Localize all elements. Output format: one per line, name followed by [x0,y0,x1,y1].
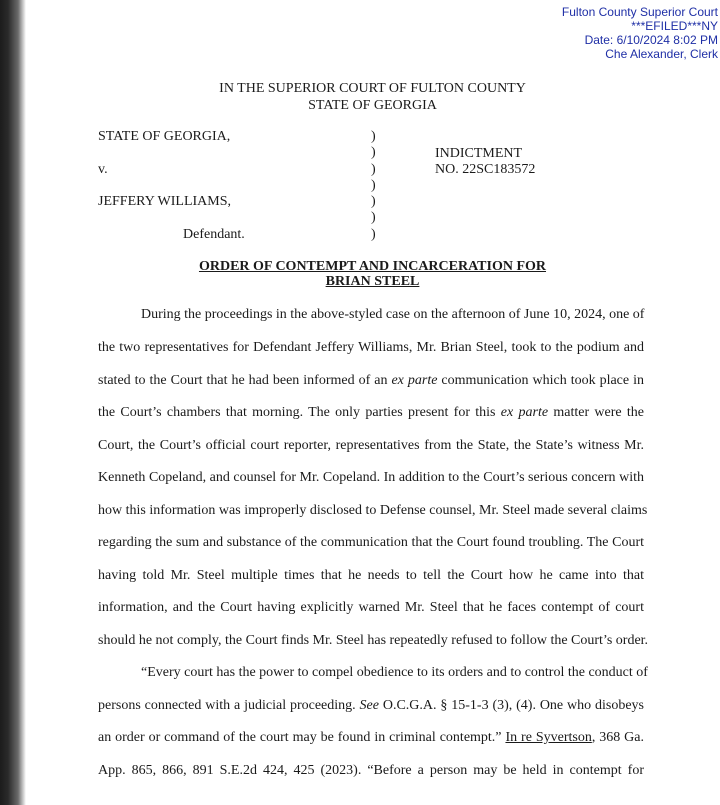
order-title [0,259,720,289]
caption-plaintiff: STATE OF GEORGIA, [98,129,231,144]
para2-line1: “Every court has the power to compel obedience to its orders and to control the conduct of [141,665,648,680]
para1-line6: Kenneth Copeland, and counsel for Mr. Copeland. In addition to the Court’s serious concern with [98,470,644,485]
caption-parentheses: ) ) ) ) ) ) ) [371,129,376,242]
para2-line3 [98,730,644,746]
order-title-line1: ORDER OF CONTEMPT AND INCARCERATION FOR [198,259,547,274]
para1-line4-text-b: matter were the [548,405,645,420]
court-heading-line2: STATE OF GEORGIA [308,98,437,113]
para1-line4-text-a: the Court’s chambers that morning. The only parties present for this [98,405,501,420]
caption-defendant-label: Defendant. [183,227,245,242]
efile-clerk: Che Alexander, Clerk [605,47,718,61]
para1-line7: how this information was improperly disclosed to Defense counsel, Mr. Steel made several claims [98,503,648,518]
para1-line4-ex-parte: ex parte [500,405,549,420]
para1-line3-text-a: stated to the Court that he had been informed of an [98,373,392,388]
para1-line3-text-b: communication which took place in [437,373,644,388]
para1-line4 [98,405,644,421]
court-heading-line1: IN THE SUPERIOR COURT OF FULTON COUNTY [219,81,526,96]
para2-line2 [98,698,644,714]
para1-line10: information, and the Court having explicitly warned Mr. Steel that he faces contempt of court [98,600,644,615]
order-title-line2: BRIAN STEEL [325,274,420,289]
para2-line2-text-a: persons connected with a judicial proceeding. [98,698,360,713]
para2-line3-text-b: , 368 Ga. [591,730,645,745]
efile-stamp [562,5,718,61]
para1-line3 [98,373,644,389]
page-shadow-edge [0,0,26,805]
para1-line5: Court, the Court’s official court reporter, representatives from the State, the State’s witness Mr. [98,438,644,453]
para2-line4: App. 865, 866, 891 S.E.2d 424, 425 (2023). “Before a person may be held in contempt for [98,763,644,778]
para1-line3-ex-parte: ex parte [391,373,438,388]
para2-line3-text-a: an order or command of the court may be found in criminal contempt.” [98,730,506,745]
efile-status: ***EFILED***NY [631,19,718,33]
para2-line2-text-b: O.C.G.A. § 15-1-3 (3), (4). One who disobeys [378,698,645,713]
para2-line2-see: See [359,698,379,713]
efile-court-name: Fulton County Superior Court [561,5,718,19]
para1-line9: having told Mr. Steel multiple times that he needs to tell the Court how he came into that [98,568,644,583]
indictment-label: INDICTMENT [435,146,523,161]
para2-line3-case-name: In re Syvertson [505,730,592,745]
para1-line8: regarding the sum and substance of the communication that the Court found troubling. The Court [98,535,644,550]
indictment-number: NO. 22SC183572 [435,162,536,177]
para1-line2: the two representatives for Defendant Jeffery Williams, Mr. Brian Steel, took to the podium and [98,340,644,355]
efile-date: Date: 6/10/2024 8:02 PM [584,33,718,47]
caption-versus: v. [98,162,108,177]
caption-defendant-name: JEFFERY WILLIAMS, [98,194,232,209]
para1-line1: During the proceedings in the above-styled case on the afternoon of June 10, 2024, one of [141,307,645,322]
para1-line11: should he not comply, the Court finds Mr. Steel has repeatedly refused to follow the Court’s order. [98,633,649,648]
court-heading [0,80,720,114]
